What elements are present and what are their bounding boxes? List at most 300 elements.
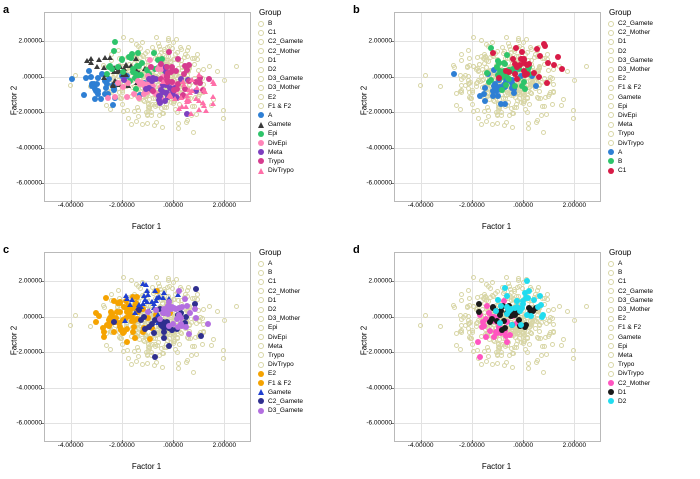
data-point: [145, 49, 150, 54]
x-tick-label: -2.00000: [459, 202, 485, 209]
data-point: [452, 305, 457, 310]
plot-area-d: [394, 252, 601, 442]
legend-a: [258, 8, 350, 175]
gridline-horizontal: [395, 423, 600, 424]
legend-item[interactable]: [608, 351, 700, 360]
legend-item[interactable]: [258, 83, 350, 92]
data-point: [127, 302, 133, 307]
data-point: [130, 69, 136, 75]
data-point: [111, 48, 117, 54]
legend-item-label: DivEpi: [268, 139, 287, 147]
legend-marker-icon: [258, 261, 264, 267]
legend-item[interactable]: [608, 65, 700, 74]
legend-item[interactable]: [258, 47, 350, 56]
data-point: [126, 116, 131, 121]
data-point: [507, 332, 513, 338]
legend-marker-icon: [608, 362, 614, 368]
legend-marker-icon: [258, 270, 264, 276]
legend-item[interactable]: [258, 157, 350, 166]
y-tick-label: 2.00000: [368, 37, 392, 45]
legend-marker-icon: [608, 168, 614, 174]
data-point: [120, 69, 126, 75]
legend-item[interactable]: [608, 56, 700, 65]
data-point: [184, 99, 190, 104]
data-point: [123, 62, 129, 67]
legend-marker-icon: [608, 94, 614, 100]
data-point: [195, 57, 200, 62]
data-point: [112, 39, 118, 45]
data-point: [195, 292, 200, 297]
data-point: [111, 329, 117, 335]
data-point: [121, 275, 126, 280]
data-point: [529, 331, 534, 336]
legend-item-label: B: [618, 157, 623, 165]
legend-item[interactable]: [258, 120, 350, 129]
data-point: [102, 305, 107, 310]
data-point: [475, 108, 480, 113]
data-point: [526, 361, 531, 366]
legend-item[interactable]: [258, 102, 350, 111]
data-point: [572, 318, 577, 323]
legend-item[interactable]: [258, 166, 350, 175]
legend-item-label: C1: [618, 167, 627, 175]
data-point: [122, 318, 128, 323]
data-point: [474, 321, 479, 326]
legend-item[interactable]: [608, 369, 700, 378]
gridline-horizontal: [395, 183, 600, 184]
data-point: [167, 92, 173, 97]
legend-marker-icon: [258, 371, 264, 377]
data-point: [175, 336, 180, 341]
legend-item[interactable]: [258, 28, 350, 37]
legend-marker-icon: [258, 76, 264, 82]
data-point: [178, 95, 184, 100]
legend-item[interactable]: [258, 111, 350, 120]
legend-item[interactable]: [608, 323, 700, 332]
legend-marker-icon: [258, 122, 264, 128]
y-tick-label: -6.00000: [16, 419, 42, 427]
data-point: [475, 348, 480, 353]
data-point: [136, 354, 141, 359]
x-tick-label: -2.00000: [109, 202, 135, 209]
data-point: [200, 342, 205, 347]
legend-item[interactable]: [258, 296, 350, 305]
x-tick-label: 2.00000: [562, 442, 587, 449]
data-point: [523, 295, 529, 301]
gridline-horizontal: [45, 388, 250, 389]
legend-marker-icon: [608, 112, 614, 118]
data-point: [471, 35, 476, 40]
data-point: [195, 52, 200, 57]
data-point: [141, 314, 147, 320]
legend-item-label: Meta: [268, 148, 283, 156]
legend-item[interactable]: [608, 37, 700, 46]
data-point: [148, 64, 154, 70]
y-tick-label: -4.00000: [366, 384, 392, 392]
legend-item-label: A: [618, 260, 623, 268]
data-point: [151, 330, 157, 336]
legend-item[interactable]: [258, 333, 350, 342]
data-point: [531, 70, 537, 76]
data-point: [165, 303, 171, 309]
data-point: [176, 126, 181, 131]
legend-marker-icon: [258, 408, 264, 414]
data-point: [136, 63, 142, 69]
legend-marker-icon: [258, 85, 264, 91]
legend-marker-icon: [258, 67, 264, 73]
legend-marker-icon: [258, 39, 264, 45]
legend-item[interactable]: [608, 74, 700, 83]
data-point: [551, 82, 556, 87]
data-point: [510, 365, 515, 370]
data-point: [565, 69, 570, 74]
data-point: [188, 111, 194, 116]
data-point: [545, 297, 550, 302]
legend-marker-icon: [258, 362, 264, 368]
data-point: [157, 353, 162, 358]
data-point: [184, 303, 190, 309]
legend-marker-icon: [608, 352, 614, 358]
legend-item-label: Gamete: [618, 333, 642, 341]
data-point: [504, 293, 510, 299]
data-point: [494, 64, 500, 70]
legend-marker-icon: [258, 398, 264, 404]
data-point: [497, 345, 502, 350]
data-point: [502, 285, 508, 291]
y-tick-label: -2.00000: [366, 108, 392, 116]
data-point: [438, 324, 443, 329]
data-point: [176, 288, 182, 294]
data-point: [88, 60, 94, 65]
legend-item[interactable]: [258, 129, 350, 138]
legend-item[interactable]: [608, 138, 700, 147]
legend-item[interactable]: [608, 277, 700, 286]
data-point: [537, 323, 542, 328]
legend-marker-icon: [608, 389, 614, 395]
x-axis-label-c: Factor 1: [131, 462, 162, 471]
y-tick-label: 2.00000: [18, 37, 42, 45]
data-point: [482, 98, 488, 104]
gridline-horizontal: [45, 41, 250, 42]
legend-item[interactable]: [608, 314, 700, 323]
data-point: [153, 307, 159, 313]
legend-marker-icon: [258, 297, 264, 303]
legend-item[interactable]: [258, 37, 350, 46]
data-point: [521, 341, 526, 346]
data-point: [182, 296, 188, 302]
data-point: [459, 90, 464, 95]
data-point: [221, 348, 226, 353]
legend-item-label: Epi: [268, 130, 278, 138]
data-point: [102, 55, 108, 60]
data-point: [93, 310, 99, 316]
legend-item[interactable]: [608, 129, 700, 138]
y-tick-label: .00000: [22, 73, 42, 81]
data-point: [550, 316, 555, 321]
data-point: [533, 83, 539, 89]
legend-item[interactable]: [608, 120, 700, 129]
data-point: [200, 316, 205, 321]
data-point: [535, 358, 540, 363]
legend-item-label: A: [618, 148, 623, 156]
legend-item-label: Trypo: [268, 351, 285, 359]
legend-item[interactable]: [608, 19, 700, 28]
data-point: [222, 78, 227, 83]
x-axis-label-b: Factor 1: [481, 222, 512, 231]
y-tick-label: -2.00000: [16, 348, 42, 356]
legend-item-label: DivEpi: [618, 111, 637, 119]
legend-item-label: F1 & F2: [268, 379, 292, 387]
legend-marker-icon: [608, 67, 614, 73]
legend-item[interactable]: [258, 287, 350, 296]
data-point: [210, 94, 216, 99]
legend-items-b: [608, 19, 700, 175]
data-point: [571, 348, 576, 353]
legend-item[interactable]: [608, 102, 700, 111]
legend-item[interactable]: [258, 268, 350, 277]
data-point: [207, 304, 212, 309]
legend-item[interactable]: [608, 397, 700, 406]
legend-item[interactable]: [258, 148, 350, 157]
data-point: [179, 47, 184, 52]
data-point: [189, 77, 195, 82]
data-point: [525, 336, 530, 341]
legend-item[interactable]: [608, 28, 700, 37]
data-point: [529, 91, 534, 96]
legend-item-label: D1: [268, 56, 277, 64]
data-point: [105, 95, 111, 101]
data-point: [452, 65, 457, 70]
data-point: [584, 304, 589, 309]
data-point: [565, 309, 570, 314]
legend-item-label: B: [618, 269, 623, 277]
data-point: [124, 296, 130, 301]
legend-item[interactable]: [258, 378, 350, 387]
data-point: [207, 64, 212, 69]
data-point: [479, 38, 484, 43]
data-point: [81, 92, 87, 98]
legend-marker-icon: [258, 103, 264, 109]
data-point: [535, 118, 540, 123]
data-point: [418, 323, 423, 328]
y-tick-label: .00000: [372, 73, 392, 81]
data-point: [495, 297, 501, 303]
data-point: [149, 299, 155, 304]
data-point: [147, 105, 152, 110]
legend-item[interactable]: [258, 74, 350, 83]
legend-item[interactable]: [258, 397, 350, 406]
legend-item[interactable]: [608, 287, 700, 296]
data-point: [152, 288, 158, 293]
data-point: [495, 289, 500, 294]
data-point: [160, 365, 165, 370]
data-point: [458, 347, 463, 352]
legend-item-label: C2_Gamete: [618, 287, 654, 295]
legend-item[interactable]: [608, 378, 700, 387]
data-point: [193, 315, 199, 321]
legend-item[interactable]: [258, 93, 350, 102]
data-point: [160, 295, 166, 300]
legend-item[interactable]: [258, 323, 350, 332]
data-point: [536, 96, 541, 101]
data-point: [120, 102, 125, 107]
data-point: [584, 64, 589, 69]
legend-item[interactable]: [258, 360, 350, 369]
legend-item[interactable]: [608, 111, 700, 120]
panel-letter-d: d: [353, 244, 360, 256]
legend-item[interactable]: [258, 351, 350, 360]
legend-item[interactable]: [608, 83, 700, 92]
data-point: [147, 57, 153, 63]
y-tick-label: -6.00000: [16, 179, 42, 187]
x-tick-label: .00000: [513, 442, 534, 449]
x-tick-label: -4.00000: [407, 442, 434, 449]
legend-item[interactable]: [608, 47, 700, 56]
data-point: [527, 102, 532, 107]
legend-item[interactable]: [258, 259, 350, 268]
legend-marker-icon: [258, 307, 264, 313]
legend-item[interactable]: [608, 305, 700, 314]
legend-item[interactable]: [608, 268, 700, 277]
legend-marker-icon: [608, 334, 614, 340]
data-point: [498, 101, 504, 107]
legend-item-label: Meta: [618, 351, 633, 359]
legend-item[interactable]: [258, 406, 350, 415]
data-point: [551, 322, 556, 327]
data-point: [503, 68, 509, 74]
legend-item[interactable]: [608, 148, 700, 157]
legend-marker-icon: [258, 131, 264, 137]
legend-item[interactable]: [258, 138, 350, 147]
legend-marker-icon: [258, 94, 264, 100]
data-point: [101, 329, 107, 335]
x-tick-label: .00000: [163, 442, 184, 449]
data-point: [486, 114, 491, 119]
data-point: [479, 278, 484, 283]
y-axis-label-a: Factor 2: [9, 85, 19, 116]
data-point: [545, 52, 550, 57]
data-point: [476, 301, 482, 307]
legend-item[interactable]: [258, 342, 350, 351]
legend-item[interactable]: [608, 360, 700, 369]
data-point: [88, 74, 94, 80]
legend-marker-icon: [258, 149, 264, 155]
legend-item[interactable]: [608, 166, 700, 175]
data-point: [94, 81, 100, 87]
data-point: [177, 342, 182, 347]
data-point: [508, 306, 514, 312]
legend-marker-icon: [258, 30, 264, 36]
data-point: [539, 113, 544, 118]
legend-item[interactable]: [258, 305, 350, 314]
data-point: [124, 326, 130, 332]
data-point: [498, 303, 504, 309]
data-point: [186, 45, 191, 50]
data-point: [187, 310, 193, 316]
y-tick-label: -6.00000: [366, 419, 392, 427]
data-point: [493, 308, 499, 314]
legend-title-c: Group: [259, 248, 282, 257]
legend-d: [608, 248, 700, 406]
legend-item[interactable]: [258, 388, 350, 397]
y-tick-label: -2.00000: [366, 348, 392, 356]
legend-item[interactable]: [258, 314, 350, 323]
legend-title-a: Group: [259, 8, 282, 17]
legend-item-label: D3_Mother: [618, 306, 651, 314]
legend-item[interactable]: [608, 259, 700, 268]
legend-item[interactable]: [258, 369, 350, 378]
data-point: [145, 292, 151, 297]
y-tick-label: 2.00000: [18, 277, 42, 285]
legend-item[interactable]: [258, 65, 350, 74]
data-point: [115, 80, 121, 86]
x-tick-label: -4.00000: [57, 442, 84, 449]
legend-item-label: Meta: [618, 121, 633, 129]
data-point: [524, 312, 530, 318]
legend-item-label: C1: [618, 278, 627, 286]
legend-item[interactable]: [258, 19, 350, 28]
legend-item-label: D3_Gamete: [618, 296, 654, 304]
data-point: [166, 343, 172, 349]
data-point: [140, 362, 145, 367]
legend-marker-icon: [608, 325, 614, 331]
gridline-horizontal: [45, 148, 250, 149]
legend-item[interactable]: [258, 277, 350, 286]
legend-marker-icon: [258, 316, 264, 322]
data-point: [221, 356, 226, 361]
data-point: [176, 121, 181, 126]
legend-marker-icon: [608, 140, 614, 146]
legend-item[interactable]: [608, 333, 700, 342]
data-point: [154, 35, 159, 40]
legend-item[interactable]: [608, 296, 700, 305]
data-point: [484, 119, 489, 124]
data-point: [514, 345, 519, 350]
legend-item[interactable]: [258, 56, 350, 65]
data-point: [88, 324, 93, 329]
panel-b: [350, 0, 700, 239]
panel-d: [350, 240, 700, 479]
data-point: [118, 327, 124, 333]
data-point: [516, 36, 521, 41]
data-point: [499, 327, 505, 333]
legend-item[interactable]: [608, 388, 700, 397]
data-point: [111, 298, 117, 304]
legend-item-label: DivTrypo: [268, 167, 294, 175]
legend-marker-icon: [608, 39, 614, 45]
data-point: [537, 329, 542, 334]
data-point: [458, 107, 463, 112]
legend-item-label: D1: [618, 388, 627, 396]
legend-item[interactable]: [608, 157, 700, 166]
data-point: [108, 347, 113, 352]
plot-area-b: [394, 12, 601, 202]
data-point: [160, 79, 166, 84]
data-point: [527, 342, 532, 347]
data-point: [126, 54, 132, 60]
legend-item[interactable]: [608, 342, 700, 351]
legend-item-label: Trypo: [618, 130, 635, 138]
data-point: [69, 76, 75, 82]
data-point: [187, 90, 193, 95]
legend-item[interactable]: [608, 93, 700, 102]
data-point: [486, 354, 491, 359]
data-point: [110, 102, 116, 108]
data-point: [164, 105, 169, 110]
legend-marker-icon: [258, 288, 264, 294]
legend-item-label: A: [268, 260, 273, 268]
data-point: [215, 69, 220, 74]
